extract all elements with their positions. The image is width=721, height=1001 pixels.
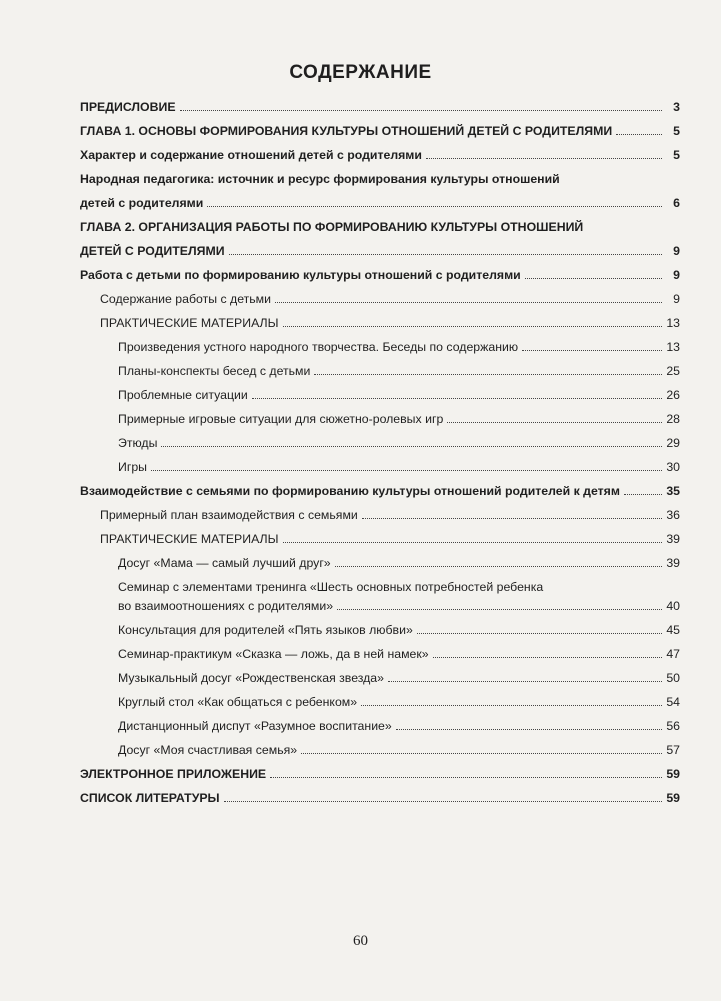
toc-entry-text: Дистанционный диспут «Разумное воспитание» [118, 719, 392, 733]
toc-leader [388, 681, 662, 682]
toc-entry-item[interactable] [80, 412, 680, 427]
toc-entry-text: ПРАКТИЧЕСКИЕ МАТЕРИАЛЫ [100, 532, 279, 546]
toc-entry-text: Досуг «Мама — самый лучший друг» [118, 556, 331, 570]
toc-entry-text: во взаимоотношениях с родителями» [118, 599, 334, 613]
toc-leader [270, 777, 662, 778]
toc-page-number: 57 [666, 743, 680, 757]
toc-entry-text: Взаимодействие с семьями по формированию культуры отношений родителей к детям [80, 484, 620, 498]
toc-leader [396, 729, 662, 730]
toc-page-number: 54 [666, 695, 680, 709]
toc-entry-subsection[interactable] [80, 508, 680, 523]
toc-page-number: 28 [666, 412, 680, 426]
toc-entry-text: Характер и содержание отношений детей с родителями [80, 148, 422, 162]
toc-leader [624, 494, 662, 495]
toc-page-number: 30 [666, 460, 680, 474]
toc-leader [525, 278, 662, 279]
toc-page-number: 50 [666, 671, 680, 685]
toc-entry-section[interactable] [80, 172, 680, 211]
toc-leader [252, 398, 662, 399]
page-number: 60 [353, 933, 368, 949]
toc-entry-bibliography[interactable] [80, 791, 680, 806]
toc-page-number: 47 [666, 647, 680, 661]
toc-leader [224, 801, 662, 802]
toc-leader [275, 302, 662, 303]
toc-page-number: 13 [666, 316, 680, 330]
toc-leader [426, 158, 662, 159]
toc-entry-item[interactable] [80, 647, 680, 662]
toc-page-number: 59 [666, 791, 680, 805]
toc-entry-text: ГЛАВА 1. ОСНОВЫ ФОРМИРОВАНИЯ КУЛЬТУРЫ ОТНОШЕНИЙ ДЕТЕЙ С РОДИТЕЛЯМИ [80, 124, 613, 138]
toc-page-number: 3 [673, 100, 680, 114]
toc-entry-subsection[interactable] [80, 532, 680, 547]
toc-entry-text: Семинар-практикум «Сказка — ложь, да в ней намек» [118, 647, 429, 661]
toc-leader [161, 446, 662, 447]
toc-leader [522, 350, 662, 351]
toc-entry-item[interactable] [80, 436, 680, 451]
toc-entry-text: Работа с детьми по формированию культуры отношений с родителями [80, 268, 521, 282]
toc-entry-text: Народная педагогика: источник и ресурс формирования культуры отношений [80, 172, 560, 186]
toc-entry-section[interactable] [80, 268, 680, 283]
toc-page-number: 9 [673, 268, 680, 282]
toc-entry-item[interactable] [80, 719, 680, 734]
toc-entry-item[interactable] [80, 460, 680, 475]
toc-page-number: 5 [673, 124, 680, 138]
toc-entry-item[interactable] [80, 340, 680, 355]
toc-leader [337, 609, 662, 610]
toc-page-number: 39 [666, 532, 680, 546]
toc-leader [616, 134, 662, 135]
toc-entry-appendix[interactable] [80, 767, 680, 782]
toc-entry-chapter-2[interactable] [80, 220, 680, 259]
toc-leader [314, 374, 662, 375]
toc-page-number: 26 [666, 388, 680, 402]
toc-entry-text: Семинар с элементами тренинга «Шесть основных потребностей ребенка [118, 580, 544, 594]
toc-entry-subsection[interactable] [80, 316, 680, 331]
toc-page-number: 35 [666, 484, 680, 498]
toc-entry-item[interactable] [80, 556, 680, 571]
toc-entry-text: Содержание работы с детьми [100, 292, 271, 306]
toc-page-number: 40 [666, 599, 680, 613]
toc-leader [447, 422, 662, 423]
toc-page-number: 56 [666, 719, 680, 733]
toc-entry-text: Игры [118, 460, 148, 474]
toc-leader [433, 657, 662, 658]
toc-entry-section[interactable] [80, 148, 680, 163]
toc-leader [207, 206, 662, 207]
toc-entry-text: ПРАКТИЧЕСКИЕ МАТЕРИАЛЫ [100, 316, 279, 330]
toc-entry-text: Круглый стол «Как общаться с ребенком» [118, 695, 358, 709]
toc-entry-item[interactable] [80, 671, 680, 686]
toc-entry-preface[interactable] [80, 100, 680, 115]
toc-entry-chapter-1[interactable] [80, 124, 680, 139]
toc-entry-text: Консультация для родителей «Пять языков любви» [118, 623, 413, 637]
toc-entry-text: Примерный план взаимодействия с семьями [100, 508, 358, 522]
toc-page-number: 5 [673, 148, 680, 162]
toc-page-number: 9 [673, 244, 680, 258]
toc-leader [335, 566, 662, 567]
toc-entry-item[interactable] [80, 623, 680, 638]
toc-leader [362, 518, 662, 519]
page-title: СОДЕРЖАНИЕ [289, 62, 432, 83]
toc-page-number: 25 [666, 364, 680, 378]
toc-leader [301, 753, 662, 754]
toc-entry-text: детей с родителями [80, 196, 204, 210]
table-of-contents [80, 100, 680, 815]
toc-entry-text: Проблемные ситуации [118, 388, 248, 402]
toc-leader [229, 254, 662, 255]
toc-page-number: 59 [666, 767, 680, 781]
toc-entry-text: ЭЛЕКТРОННОЕ ПРИЛОЖЕНИЕ [80, 767, 267, 781]
toc-entry-text: Произведения устного народного творчества. Беседы по содержанию [118, 340, 519, 354]
toc-entry-item[interactable] [80, 388, 680, 403]
toc-leader [283, 542, 663, 543]
toc-page-number: 29 [666, 436, 680, 450]
toc-entry-subsection[interactable] [80, 292, 680, 307]
toc-page-number: 39 [666, 556, 680, 570]
toc-leader [180, 110, 662, 111]
toc-entry-text: ПРЕДИСЛОВИЕ [80, 100, 176, 114]
toc-entry-item[interactable] [80, 580, 680, 614]
toc-entry-item[interactable] [80, 743, 680, 758]
toc-entry-text: Музыкальный досуг «Рождественская звезда» [118, 671, 384, 685]
toc-page-number: 45 [666, 623, 680, 637]
toc-entry-text: СПИСОК ЛИТЕРАТУРЫ [80, 791, 220, 805]
toc-entry-section[interactable] [80, 484, 680, 499]
toc-entry-item[interactable] [80, 364, 680, 379]
toc-page-number: 6 [673, 196, 680, 210]
toc-entry-text: Примерные игровые ситуации для сюжетно-ролевых игр [118, 412, 444, 426]
toc-leader [283, 326, 663, 327]
toc-leader [361, 705, 662, 706]
toc-entry-text: ДЕТЕЙ С РОДИТЕЛЯМИ [80, 244, 225, 258]
toc-entry-text: Планы-конспекты бесед с детьми [118, 364, 311, 378]
toc-entry-text: Этюды [118, 436, 158, 450]
toc-entry-item[interactable] [80, 695, 680, 710]
toc-leader [151, 470, 662, 471]
toc-entry-text: Досуг «Моя счастливая семья» [118, 743, 298, 757]
toc-page-number: 9 [673, 292, 680, 306]
toc-page-number: 36 [666, 508, 680, 522]
toc-entry-text: ГЛАВА 2. ОРГАНИЗАЦИЯ РАБОТЫ ПО ФОРМИРОВАНИЮ КУЛЬТУРЫ ОТНОШЕНИЙ [80, 220, 584, 234]
toc-page-number: 13 [666, 340, 680, 354]
toc-leader [417, 633, 662, 634]
